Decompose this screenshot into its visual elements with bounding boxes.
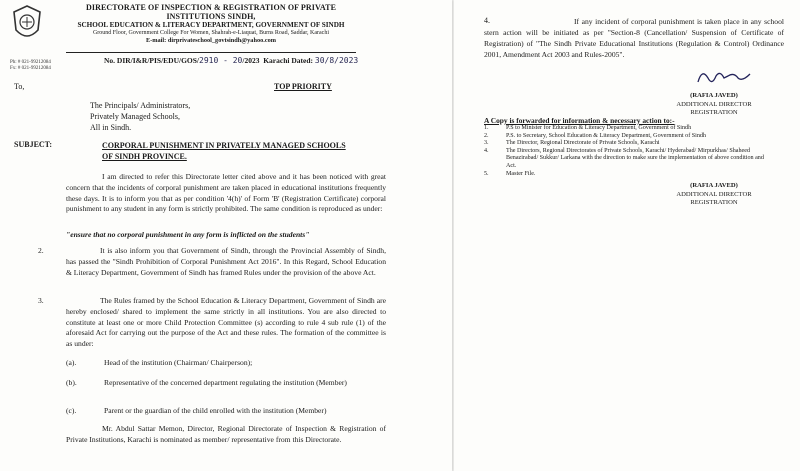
item-marker: (b). [66,378,77,387]
paragraph-5: If any incident of corporal punishment is taken place in any school stern action will be initiated as per "Section-8 (Cancellation/ Suspension of Certificate of Registration) of "The Sindh Private Educational Institutions (Regulation & Control) Ordinance 2001, Amendment Act 2003 and Rules-2005". [484,17,784,59]
quoted-condition: "ensure that no corporal punishment in any form is inflicted on the students" [66,230,310,239]
list-number: 2. [484,132,489,139]
signatory-title: ADDITIONAL DIRECTOR [676,100,752,108]
signatory-name: (RAFIA JAVED) [690,182,738,189]
signatory-name: (RAFIA JAVED) [690,92,738,99]
list-number: 4. [484,147,489,154]
list-item [484,140,764,148]
to-label: To, [14,82,25,91]
letterhead [66,3,356,45]
letterhead-address: Ground Floor, Government College For Women, Shahrah-e-Liaquat, Burns Road, Saddar, Karachi [92,30,330,36]
item-marker: (a). [66,358,77,367]
signatory-department: REGISTRATION [690,199,738,207]
list-text: P.S. to Secretary, School Education & Literacy Department, Government of Sindh [506,132,706,139]
paragraph-4: Mr. Abdul Sattar Memon, Director, Regional Directorate of Inspection & Registration of Private Institutions, Karachi is nominated as member/ representative from this Directorate. [66,424,386,444]
letterhead-email: E-mail: dirprivateschool_govtsindh@yahoo.com [145,37,277,44]
list-text: P.S to Minister for Education & Literacy Department, Government of Sindh [506,125,692,131]
copy-forward-title: A Copy is forwarded for information & necessary action to:- [484,116,675,125]
list-text: The Director, Regional Directorate of Private Schools, Karachi [506,140,660,147]
item-text: Representative of the concerned department regulating the institution (Member) [104,378,347,387]
paragraph-3: The Rules framed by the School Education & Literacy Department, Government of Sindh are hereby enclosed/ shared to implement the same strictly in all institutions. You are also directed to constitute at least one or more Child Protection Committee (s) according to rule 4 sub rule (1) of the aforesaid Act for carrying out the purpose of the Act and these rules. The formation of the committee is as under: [66,296,386,349]
signature-icon [694,66,754,88]
paragraph-3-number: 3. [38,296,44,305]
contact-numbers [10,60,51,72]
letterhead-line-1: DIRECTORATE OF INSPECTION & REGISTRATION OF PRIVATE INSTITUTIONS SINDH, [85,3,337,21]
ref-handwritten-number: 2910 - 20 [199,56,243,65]
fax-line: Fx: # 021-99212084 [10,66,51,71]
list-item [484,148,764,171]
addressee-line: Privately Managed Schools, [90,112,180,121]
item-text: Head of the institution (Chairman/ Chairperson); [104,358,253,367]
priority-label: TOP PRIORITY [274,82,332,91]
list-number: 1. [484,125,489,131]
reference-line [104,56,358,65]
list-number: 5. [484,170,489,177]
paragraph-1: I am directed to refer this Directorate letter cited above and it has been noticed with great concern that the incidents of corporal punishment are taken placed in educational institutions frequently these days. It is to inform you that as per condition '4(h)' of Form 'B' (Registration Certificate) corporal punishment to any student in any form is strictly prohibited. The same condition is reproduced as under: [66,172,386,214]
header-divider [66,52,356,53]
subject-text: CORPORAL PUNISHMENT IN PRIVATELY MANAGED SCHOOLS OF SINDH PROVINCE. [102,141,346,161]
list-number: 3. [484,140,489,147]
list-item [484,125,764,133]
ref-prefix: No. DIR/I&R/PIS/EDU/GOS/ [104,56,200,65]
signatory-title: ADDITIONAL DIRECTOR [676,190,752,198]
paragraph-2: It is also inform you that Government of Sindh, through the Provincial Assembly of Sindh, has passed the "Sindh Prohibition of Corporal Punishment Act 2016". In this Regard, School Education & Literacy Department, Government of Sindh has framed Rules under the provision of the above Act. [66,246,386,277]
paragraph-4-number: 4. [484,16,490,25]
phone-line: Ph: # 021-99212084 [10,60,51,65]
subject-label: SUBJECT: [14,140,53,149]
addressee-block [90,100,190,133]
letter-page-2 [454,0,800,471]
paragraph-2-number: 2. [38,246,44,255]
signatory-block-2 [654,182,774,208]
item-text: Parent or the guardian of the child enrolled with the institution (Member) [104,406,327,415]
item-marker: (c). [66,406,77,415]
dated-label: Karachi Dated: [263,56,314,65]
signatory-department: REGISTRATION [690,109,738,117]
letterhead-line-2: SCHOOL EDUCATION & LITERACY DEPARTMENT, GOVERNMENT OF SINDH [77,21,345,29]
list-text: The Directors, Regional Directorates of Private Schools, Karachi/ Hyderabad/ Mirpurkhas/ Shaheed Benazirabad/ Sukkur/ Larkana with the direction to make sure the implementation of above condition and Act. [506,147,764,169]
copy-list [484,125,764,178]
dated-value: 30/8/2023 [314,56,359,65]
ref-year: /2023 [242,56,260,65]
list-text: Master File. [506,170,536,177]
list-item [484,171,764,179]
addressee-line: The Principals/ Administrators, [90,101,191,110]
addressee-line: All in Sindh. [90,123,132,132]
sindh-government-logo-icon [10,4,44,44]
signatory-block [654,92,774,118]
